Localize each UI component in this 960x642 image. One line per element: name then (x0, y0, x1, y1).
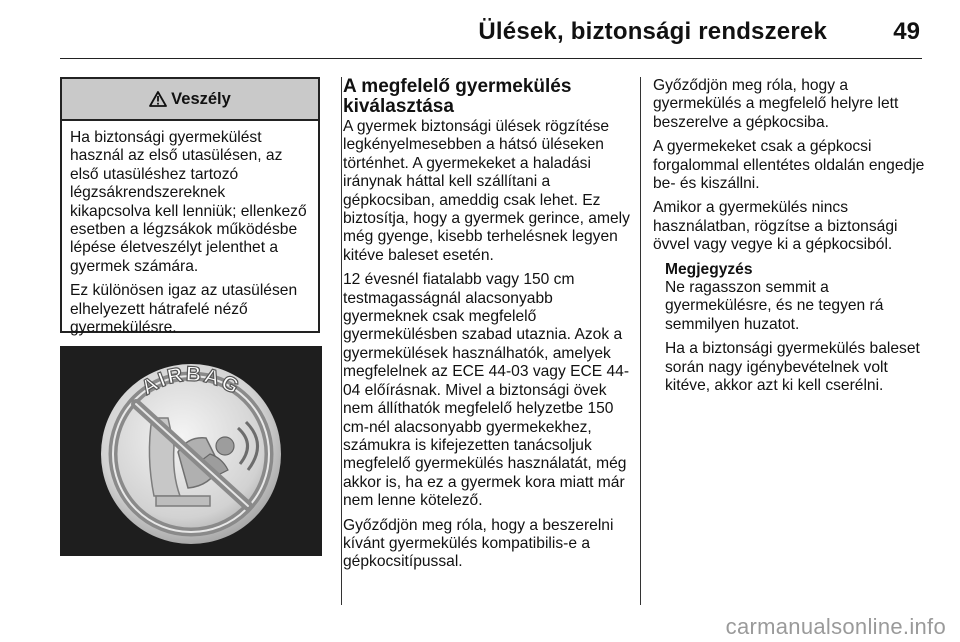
section-paragraph: 12 évesnél fiatalabb vagy 150 cm testmagasságnál alacsonyabb gyermeknek csak megfelelő gyermekülésben szabad utaznia. Azok a gyermekülések használhatók, amelyek megfelelnek az ECE 44-03 vagy ECE 44-04 előírásnak. Mivel a biztonsági övek nem állíthatók megfelelő helyzetbe 150 cm-nél alacsonyabb gyermekekhez, számukra is kifejezetten tanácsoljuk megfelelő gyermekülés használatát, még akkor is, ha ez a gyermek kora miatt már nem lenne kötelező. (343, 271, 630, 510)
danger-body (62, 121, 318, 337)
note-block (653, 261, 928, 396)
danger-title: Veszély (171, 89, 231, 108)
main-section (343, 77, 633, 578)
note-title: Megjegyzés (665, 260, 753, 278)
danger-paragraph: Ez különösen igaz az utasülésen elhelyezett hátrafelé néző gyermekülésre. (70, 282, 298, 337)
column-divider (341, 77, 342, 605)
section-paragraph: A gyermekeket csak a gépkocsi forgalommal ellentétes oldalán engedje be- és kiszállni. (653, 138, 925, 193)
page-number: 49 (893, 18, 920, 45)
note-paragraph: Ha a biztonsági gyermekülés baleset során nagy igénybevételnek volt kitéve, akkor azt ki kell cserélni. (665, 340, 920, 395)
note-paragraph: Ne ragasszon semmit a gyermekülésre, és ne tegyen rá semmilyen huzatot. (665, 279, 884, 333)
section-heading: A megfelelő gyermekülés kiválasztása (343, 76, 572, 117)
danger-paragraph: Ha biztonsági gyermekülést használ az első utasülésen, az első utasüléshez tartozó légzsákrendszereknek kikapcsolva kell lenniük; ellenkező esetben a légzsákok működésbe lépése életveszélyt jelenthet a gyermek számára. (70, 129, 307, 275)
section-paragraph: Győződjön meg róla, hogy a beszerelni kívánt gyermekülés kompatibilis-e a gépkocsitípussal. (343, 516, 614, 571)
airbag-prohibited-child-seat-icon (60, 346, 322, 556)
warning-triangle-icon (149, 91, 167, 107)
danger-header (62, 79, 318, 121)
page-header (60, 14, 922, 59)
watermark: carmanualsonline.info (725, 614, 946, 639)
continued-section (653, 77, 928, 402)
airbag-warning-figure (60, 346, 322, 556)
section-paragraph: A gyermek biztonsági ülések rögzítése legkényelmesebben a hátsó üléseken történhet. A gyermekeket a haladási iránynak háttal kell szállítani a gépkocsiban, ameddig csak lehet. Ez biztosítja, hogy a gyermek gerince, amely még gyenge, kisebb terhelésnek legyen kitéve baleset esetén. (343, 118, 630, 264)
column-divider (640, 77, 641, 605)
section-paragraph: Amikor a gyermekülés nincs használatban, rögzítse a biztonsági övvel vagy vegye ki a gépkocsiból. (653, 199, 898, 254)
section-paragraph: Győződjön meg róla, hogy a gyermekülés a megfelelő helyre lett beszerelve a gépkocsiba. (653, 77, 899, 131)
danger-box (60, 77, 320, 337)
chapter-title: Ülések, biztonsági rendszerek (478, 18, 827, 45)
airbag-label: AIRBAG (137, 362, 245, 400)
